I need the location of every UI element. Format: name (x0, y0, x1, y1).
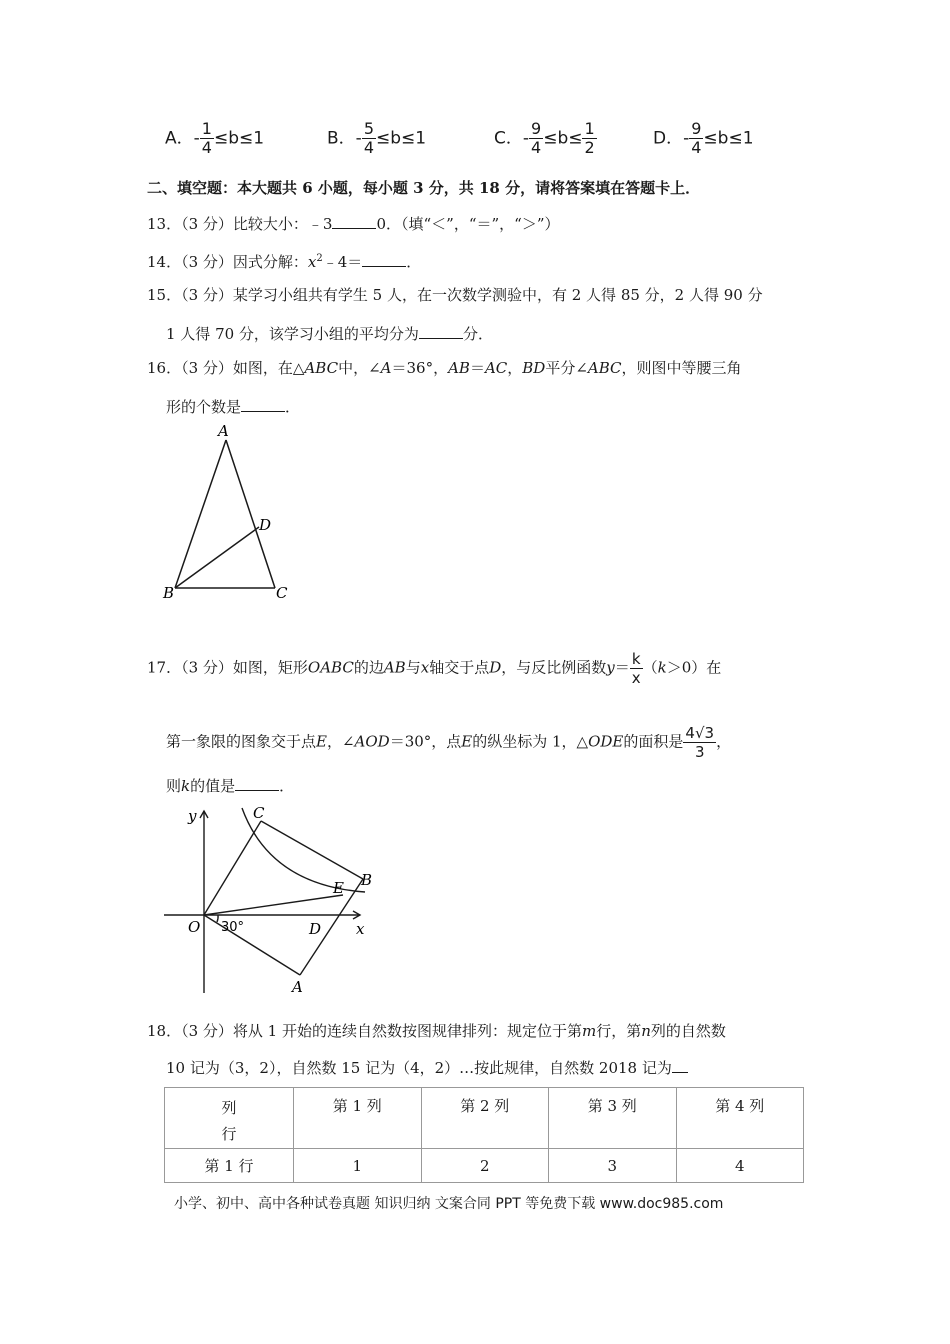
column-header: 第 3 列 (549, 1088, 677, 1149)
segment-oc (204, 821, 261, 915)
question-16-line2: 形的个数是 ． (166, 398, 301, 416)
segment-oe (204, 895, 343, 915)
label-c: C (253, 804, 265, 822)
angle-arc (217, 915, 218, 922)
column-header: 第 1 列 (294, 1088, 422, 1149)
label-x: x (356, 920, 365, 938)
answer-blank (419, 323, 463, 339)
label-o: O (188, 918, 201, 936)
column-header: 第 2 列 (421, 1088, 549, 1149)
table-cell: 1 (294, 1149, 422, 1183)
question-15-line2: 1 人得 70 分，该学习小组的平均分为 分． (166, 325, 493, 343)
answer-blank (332, 213, 376, 229)
option-b: B．- $\frac{5}{4}$ ≤b≤1 (327, 119, 427, 157)
answer-blank (672, 1057, 688, 1073)
answer-blank (235, 775, 279, 791)
question-18-line1: 18．（3 分）将从 1 开始的连续自然数按图规律排列：规定位于第m行，第n列的自然数 (147, 1022, 726, 1040)
footer-text: 小学、初中、高中各种试卷真题 知识归纳 文案合同 PPT 等免费下载 www.doc985.com (174, 1196, 724, 1212)
label-d: D (259, 516, 272, 534)
option-d: D．- $\frac{9}{4}$ ≤b≤1 (653, 119, 754, 157)
row-header: 第 1 行 (165, 1149, 294, 1183)
table-cell: 3 (549, 1149, 677, 1183)
label-e: E (333, 879, 344, 897)
label-a: A (292, 978, 303, 996)
question-17-line3: 则k的值是 ． (166, 777, 295, 795)
question-18-line2: 10 记为（3，2），自然数 15 记为（4，2）…按此规律，自然数 2018 记为 (166, 1057, 688, 1078)
label-a: A (218, 422, 229, 440)
number-table (164, 1087, 804, 1183)
option-c: C．- $\frac{9}{4}$ ≤b≤ $\frac{1}{2}$ (494, 119, 595, 157)
label-y: y (188, 807, 197, 825)
answer-blank (362, 251, 406, 267)
table-row (165, 1149, 804, 1183)
column-header: 第 4 列 (676, 1088, 804, 1149)
table-corner: 列 行 (165, 1088, 294, 1149)
answer-blank (241, 396, 285, 412)
table-cell: 4 (676, 1149, 804, 1183)
question-17-line1: 17．（3 分）如图，矩形OABC的边AB与x轴交于点D，与反比例函数y＝ $\frac{k}{x}$ （k＞0）在 (147, 650, 722, 687)
label-c: C (276, 584, 288, 602)
triangle-figure (155, 420, 305, 605)
question-15-line1: 15．（3 分）某学习小组共有学生 5 人，在一次数学测验中，有 2 人得 85 分，2 人得 90 分 (147, 286, 763, 304)
table-header-row (165, 1088, 804, 1149)
segment-cb (261, 821, 363, 879)
label-b: B (163, 584, 175, 602)
segment-ao (204, 915, 300, 975)
segment-ac (226, 440, 275, 588)
question-13: 13．（3 分）比较大小：﹣3 0．（填“＜”，“＝”，“＞”） (147, 215, 560, 233)
question-17-line2: 第一象限的图象交于点E，∠AOD＝30°，点E的纵坐标为 1，△ODE的面积是 $\frac{4√3}{3}$ ， (166, 724, 732, 761)
segment-bd (175, 527, 259, 588)
table-cell: 2 (421, 1149, 549, 1183)
option-a: A．- $\frac{1}{4}$ ≤b≤1 (165, 119, 265, 157)
label-d: D (309, 920, 322, 938)
rectangle-hyperbola-figure (160, 803, 380, 998)
label-b: B (361, 871, 373, 889)
question-14: 14．（3 分）因式分解：$x^2﹣4=$ ． (147, 253, 422, 271)
segment-ab (175, 440, 226, 588)
angle-label: 30° (221, 920, 245, 935)
question-16-line1: 16．（3 分）如图，在△ABC中，∠A＝36°，AB＝AC，BD平分∠ABC，则图中等腰三角 (147, 359, 742, 377)
section-title: 二、填空题：本大题共 6 小题，每小题 3 分，共 18 分，请将答案填在答题卡上． (147, 179, 701, 197)
